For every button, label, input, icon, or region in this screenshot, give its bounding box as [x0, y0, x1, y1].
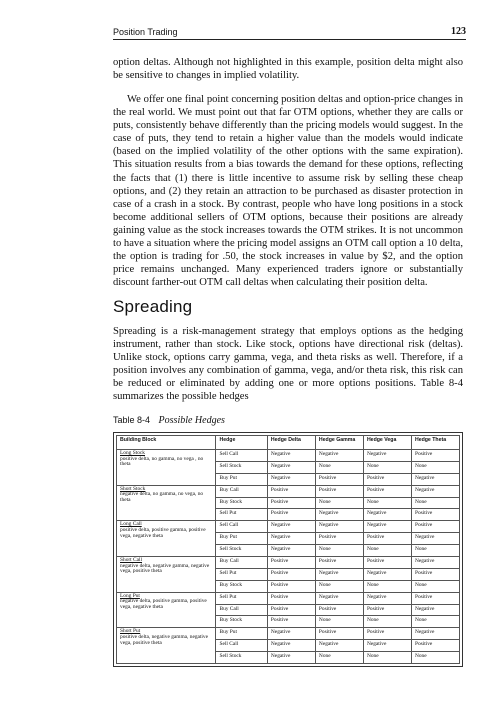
greek-cell: Positive [411, 568, 459, 580]
greek-cell: Negative [411, 604, 459, 616]
building-block-cell [117, 557, 216, 593]
greek-cell: Negative [411, 485, 459, 497]
table-row [117, 521, 460, 533]
greek-cell: None [315, 652, 363, 664]
greek-cell: Negative [315, 592, 363, 604]
building-block-name: Long Put [120, 592, 140, 599]
column-header: Building Block [117, 436, 216, 450]
greek-cell: Negative [267, 473, 315, 485]
greek-cell: Positive [363, 533, 411, 545]
hedge-cell: Buy Call [216, 557, 267, 569]
table-caption-title: Possible Hedges [158, 415, 225, 426]
hedge-cell: Sell Call [216, 450, 267, 462]
greek-cell: Positive [411, 640, 459, 652]
hedge-cell: Sell Stock [216, 461, 267, 473]
greek-cell: None [411, 461, 459, 473]
greek-cell: Negative [267, 533, 315, 545]
greek-cell: Positive [363, 473, 411, 485]
possible-hedges-table [116, 435, 460, 664]
greek-cell: Positive [267, 592, 315, 604]
greek-cell: None [363, 616, 411, 628]
greek-cell: Negative [411, 473, 459, 485]
table-row [117, 450, 460, 462]
table-header-row [117, 436, 460, 450]
greek-cell: Positive [315, 473, 363, 485]
greek-cell: None [315, 497, 363, 509]
hedge-cell: Buy Call [216, 485, 267, 497]
greek-cell: Negative [315, 521, 363, 533]
paragraph: Spreading is a risk-management strategy that employs options as the hedging instrument, rather than stock. Like stock, options have directional risk (deltas). Unlike stock, options carry gamma, vega, and theta risks as well. Therefore, if a position involves any combination of gamma, vega, and/or theta risk, this risk can be reduced or eliminated by adding one or more options positions. Table 8-4 summarizes the possible hedges [113, 326, 463, 403]
greek-cell: None [363, 652, 411, 664]
table-row [117, 592, 460, 604]
building-block-name: Long Call [120, 521, 142, 528]
greek-cell: Positive [363, 557, 411, 569]
table-body [117, 450, 460, 664]
greek-cell: Negative [363, 521, 411, 533]
building-block-cell [117, 485, 216, 521]
greek-cell: Positive [411, 592, 459, 604]
column-header: Hedge Theta [411, 436, 459, 450]
building-block-description: positive delta, positive gamma, positive vega, negative theta [120, 526, 206, 539]
greek-cell: Positive [363, 604, 411, 616]
table-caption-label: Table 8-4 [113, 415, 151, 425]
hedge-cell: Buy Put [216, 628, 267, 640]
greek-cell: Positive [363, 628, 411, 640]
greek-cell: Negative [411, 557, 459, 569]
greek-cell: Positive [315, 604, 363, 616]
greek-cell: Positive [267, 497, 315, 509]
building-block-description: negative delta, positive gamma, positive vega, negative theta [120, 598, 207, 610]
building-block-cell [117, 592, 216, 628]
greek-cell: Positive [267, 580, 315, 592]
building-block-cell [117, 628, 216, 664]
greek-cell: None [315, 545, 363, 557]
table-caption [113, 415, 225, 426]
greek-cell: Positive [315, 485, 363, 497]
greek-cell: Positive [267, 485, 315, 497]
hedge-cell: Buy Stock [216, 580, 267, 592]
greek-cell: None [411, 497, 459, 509]
column-header: Hedge [216, 436, 267, 450]
greek-cell: Positive [267, 568, 315, 580]
greek-cell: None [363, 461, 411, 473]
greek-cell: Negative [363, 509, 411, 521]
greek-cell: Negative [363, 640, 411, 652]
greek-cell: Positive [411, 521, 459, 533]
greek-cell: None [315, 580, 363, 592]
hedges-table-frame [113, 432, 463, 667]
greek-cell: None [363, 580, 411, 592]
greek-cell: None [411, 616, 459, 628]
column-header: Hedge Gamma [315, 436, 363, 450]
hedge-cell: Buy Stock [216, 616, 267, 628]
greek-cell: Positive [315, 533, 363, 545]
greek-cell: Negative [411, 533, 459, 545]
greek-cell: Negative [315, 640, 363, 652]
greek-cell: Negative [267, 628, 315, 640]
greek-cell: Negative [267, 450, 315, 462]
greek-cell: Positive [267, 616, 315, 628]
greek-cell: Positive [315, 628, 363, 640]
greek-cell: Negative [363, 450, 411, 462]
greek-cell: Negative [267, 652, 315, 664]
hedge-cell: Sell Call [216, 521, 267, 533]
page-number: 123 [451, 26, 466, 37]
building-block-cell [117, 521, 216, 557]
hedge-cell: Sell Stock [216, 545, 267, 557]
column-header: Hedge Vega [363, 436, 411, 450]
greek-cell: None [411, 580, 459, 592]
hedge-cell: Buy Put [216, 533, 267, 545]
hedge-cell: Buy Stock [216, 497, 267, 509]
greek-cell: None [411, 545, 459, 557]
greek-cell: Positive [363, 485, 411, 497]
building-block-cell [117, 450, 216, 486]
greek-cell: Positive [411, 509, 459, 521]
greek-cell: Negative [315, 450, 363, 462]
greek-cell: Negative [315, 568, 363, 580]
section-heading: Spreading [113, 297, 193, 316]
greek-cell: Positive [411, 450, 459, 462]
building-block-name: Long Stock [120, 450, 146, 456]
paragraph: We offer one final point concerning position deltas and option-price changes in the real world. We must point out that far OTM options, whether they are calls or puts, consistently behave differently than the pricing models would suggest. In the case of puts, they tend to retain a higher value than the models would indicate (based on the implied volatility of the other options with the same expiration). This situation results from a bias towards the demand for these options, reflecting the facts that (1) there is little incentive to assume risk by selling these cheap options, and (2) they retain an attraction to be purchased as disaster protection in case of a crash in a stock. By contrast, people who have long positions in a stock become additional sellers of OTM options, because their positions are already gaining value as the stock increases towards the OTM strikes. It is not uncommon to have a situation where the pricing model assigns an OTM call option a 10 delta, the option is trading for .50, the stock increases in value by $2, and the option price remains unchanged. Many experienced traders ignore or substantially discount farther-out OTM call deltas when calculating their position delta. [113, 94, 463, 289]
hedge-cell: Sell Put [216, 568, 267, 580]
greek-cell: Negative [267, 640, 315, 652]
paragraph: option deltas. Although not highlighted in this example, position delta might also be sensitive to changes in implied volatility. [113, 57, 463, 82]
greek-cell: Positive [267, 604, 315, 616]
building-block-description: negative delta, no gamma, no vega, no theta [120, 491, 204, 503]
greek-cell: Negative [363, 592, 411, 604]
greek-cell: Positive [267, 557, 315, 569]
column-header: Hedge Delta [267, 436, 315, 450]
hedge-cell: Sell Call [216, 640, 267, 652]
greek-cell: Negative [267, 521, 315, 533]
greek-cell: Negative [267, 545, 315, 557]
greek-cell: Negative [411, 628, 459, 640]
greek-cell: None [315, 616, 363, 628]
running-header [113, 26, 466, 40]
hedge-cell: Sell Put [216, 592, 267, 604]
building-block-description: positive delta, no gamma, no vega , no theta [120, 455, 204, 468]
hedge-cell: Buy Call [216, 604, 267, 616]
table-row [117, 485, 460, 497]
table-row [117, 628, 460, 640]
greek-cell: None [363, 545, 411, 557]
greek-cell: Negative [267, 461, 315, 473]
building-block-name: Short Call [120, 557, 143, 564]
greek-cell: None [315, 461, 363, 473]
building-block-description: positive delta, negative gamma, negative vega, positive theta [120, 633, 209, 646]
building-block-name: Short Put [120, 628, 141, 635]
greek-cell: Positive [267, 509, 315, 521]
greek-cell: Positive [315, 557, 363, 569]
building-block-description: negative delta, negative gamma, negative vega, positive theta [120, 562, 210, 575]
greek-cell: Negative [363, 568, 411, 580]
table-row [117, 557, 460, 569]
greek-cell: Negative [315, 509, 363, 521]
hedge-cell: Sell Stock [216, 652, 267, 664]
greek-cell: None [411, 652, 459, 664]
greek-cell: None [363, 497, 411, 509]
hedge-cell: Buy Put [216, 473, 267, 485]
running-title: Position Trading [113, 27, 178, 37]
hedge-cell: Sell Put [216, 509, 267, 521]
building-block-name: Short Stock [120, 485, 146, 492]
